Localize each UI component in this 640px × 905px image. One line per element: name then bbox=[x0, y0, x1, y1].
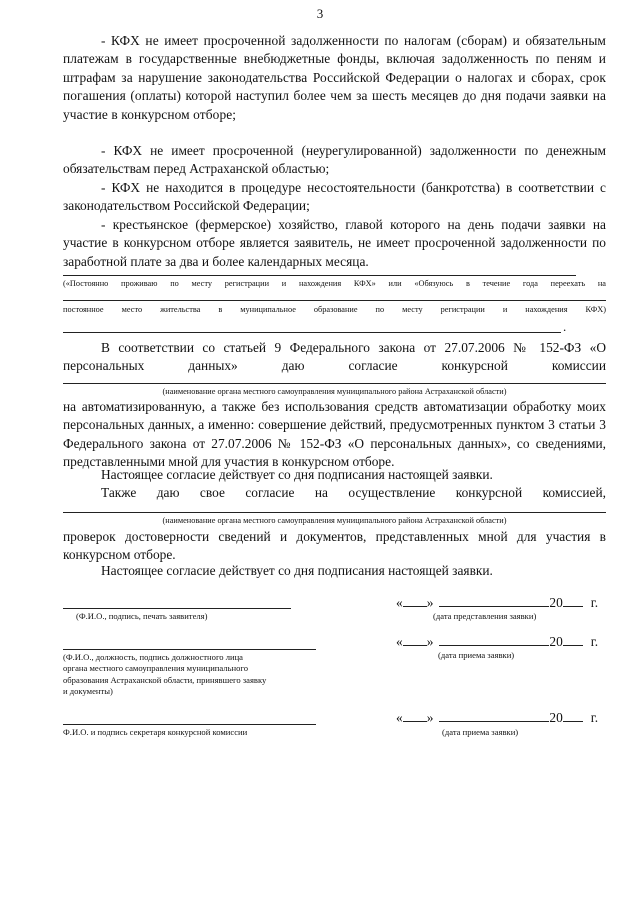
date-close-quote: » bbox=[426, 634, 434, 649]
bullet-no-tax-debt: - КФХ не имеет просроченной задолженности по налогам (сборам) и обязательным платежам в государственные внебюджетные фонды, включая задолженность по пеням и штрафам за нарушение законодательства Российской Федерации о налогах и сборах, срок погашения (оплаты) которой наступил более чем за шесть месяцев до дня подачи заявки на участие в конкурсном отборе; bbox=[63, 33, 606, 122]
acceptance-date-caption-2: (дата приема заявки) bbox=[442, 727, 519, 737]
date-close-quote: » bbox=[426, 595, 434, 610]
verifier-org-caption: (наименование органа местного самоуправления муниципального района Астраханской области) bbox=[162, 516, 507, 525]
commission-org-fill-line[interactable] bbox=[63, 383, 606, 384]
residence-fill-line-2[interactable] bbox=[63, 300, 606, 301]
date-year-suffix: г. bbox=[590, 710, 599, 725]
residence-end-dot: . bbox=[563, 319, 567, 334]
secretary-signature-caption: Ф.И.О. и подпись секретаря конкурсной комиссии bbox=[63, 727, 248, 737]
consent-line-1: В соответствии со статьей 9 Федерального закона от 27.07.2006 № 152-ФЗ «О bbox=[101, 340, 606, 355]
date-open-quote: « bbox=[396, 595, 403, 610]
date-year-blank[interactable] bbox=[563, 594, 583, 607]
commission-org-caption: (наименование органа местного самоуправления муниципального района Астраханской области) bbox=[162, 387, 507, 396]
date-year-prefix: 20 bbox=[549, 595, 563, 610]
consent-validity-1: Настоящее согласие действует со дня подписания настоящей заявки. bbox=[101, 467, 493, 482]
date-month-blank[interactable] bbox=[439, 633, 549, 646]
verification-text: проверок достоверности сведений и документов, представленных мной для участия в конкурсном отборе. bbox=[63, 529, 606, 563]
bullet-not-bankrupt: - КФХ не находится в процедуре несостоятельности (банкротства) в соответствии с законодательством Российской Федерации; bbox=[63, 180, 606, 214]
page-number: 3 bbox=[316, 6, 324, 21]
acceptance-date-field-1[interactable] bbox=[396, 633, 611, 650]
bullet-no-salary-debt: - крестьянское (фермерское) хозяйство, главой которого на день подачи заявки на участие в конкурсном отборе является заявитель, не имеет просроченной задолженности по заработной плате за два и более календарных месяца. bbox=[63, 217, 606, 269]
date-year-blank[interactable] bbox=[563, 633, 583, 646]
acceptance-date-field-2[interactable] bbox=[396, 709, 611, 726]
consent-body: на автоматизированную, а также без использования средств автоматизации обработку моих персональных данных, а именно: совершение действий, предусмотренных пунктом 3 статьи 3 Федерального закона от 27.07.2006 № 152-ФЗ «О персональных данных», со сведениями, представленными мной для участия в конкурсном отборе. bbox=[63, 399, 606, 470]
consent-validity-2: Настоящее согласие действует со дня подписания настоящей заявки. bbox=[101, 563, 493, 578]
applicant-signature-caption: (Ф.И.О., подпись, печать заявителя) bbox=[76, 611, 208, 621]
acceptance-date-caption-1: (дата приема заявки) bbox=[438, 650, 515, 660]
residence-fill-line-3[interactable] bbox=[63, 332, 561, 333]
residence-hint-2: постоянное место жительства в муниципальное образование по месту регистрации и нахождения КФХ) bbox=[63, 305, 606, 314]
bullet-no-regional-debt: - КФХ не имеет просроченной (неурегулированной) задолженности по денежным обязательствам перед Астраханской областью; bbox=[63, 143, 606, 177]
date-close-quote: » bbox=[426, 710, 434, 725]
date-open-quote: « bbox=[396, 710, 403, 725]
date-year-prefix: 20 bbox=[549, 710, 563, 725]
date-year-blank[interactable] bbox=[563, 709, 583, 722]
applicant-signature-line[interactable] bbox=[63, 608, 291, 609]
submission-date-field[interactable] bbox=[396, 594, 611, 611]
official-signature-line[interactable] bbox=[63, 649, 316, 650]
date-year-suffix: г. bbox=[590, 595, 599, 610]
date-day-blank[interactable] bbox=[403, 633, 427, 646]
residence-fill-line-1[interactable] bbox=[63, 275, 576, 276]
date-day-blank[interactable] bbox=[403, 709, 427, 722]
date-day-blank[interactable] bbox=[403, 594, 427, 607]
residence-hint-1: («Постоянно проживаю по месту регистрации и нахождения КФХ» или «Обязуюсь в течение года переехать на bbox=[63, 279, 606, 288]
secretary-signature-line[interactable] bbox=[63, 724, 316, 725]
date-month-blank[interactable] bbox=[439, 709, 549, 722]
date-year-suffix: г. bbox=[590, 634, 599, 649]
verifier-org-fill-line[interactable] bbox=[63, 512, 606, 513]
official-signature-caption: (Ф.И.О., должность, подпись должностного лица органа местного самоуправления муниципального образования Астраханской области, принявшего заявку и документы) bbox=[63, 652, 267, 696]
date-month-blank[interactable] bbox=[439, 594, 549, 607]
also-consent-line: Также даю свое согласие на осуществление конкурсной комиссией, bbox=[101, 485, 606, 500]
submission-date-caption: (дата представления заявки) bbox=[433, 611, 537, 621]
consent-line-2: персональных данных» даю согласие конкурсной комиссии bbox=[63, 358, 606, 373]
date-year-prefix: 20 bbox=[549, 634, 563, 649]
date-open-quote: « bbox=[396, 634, 403, 649]
